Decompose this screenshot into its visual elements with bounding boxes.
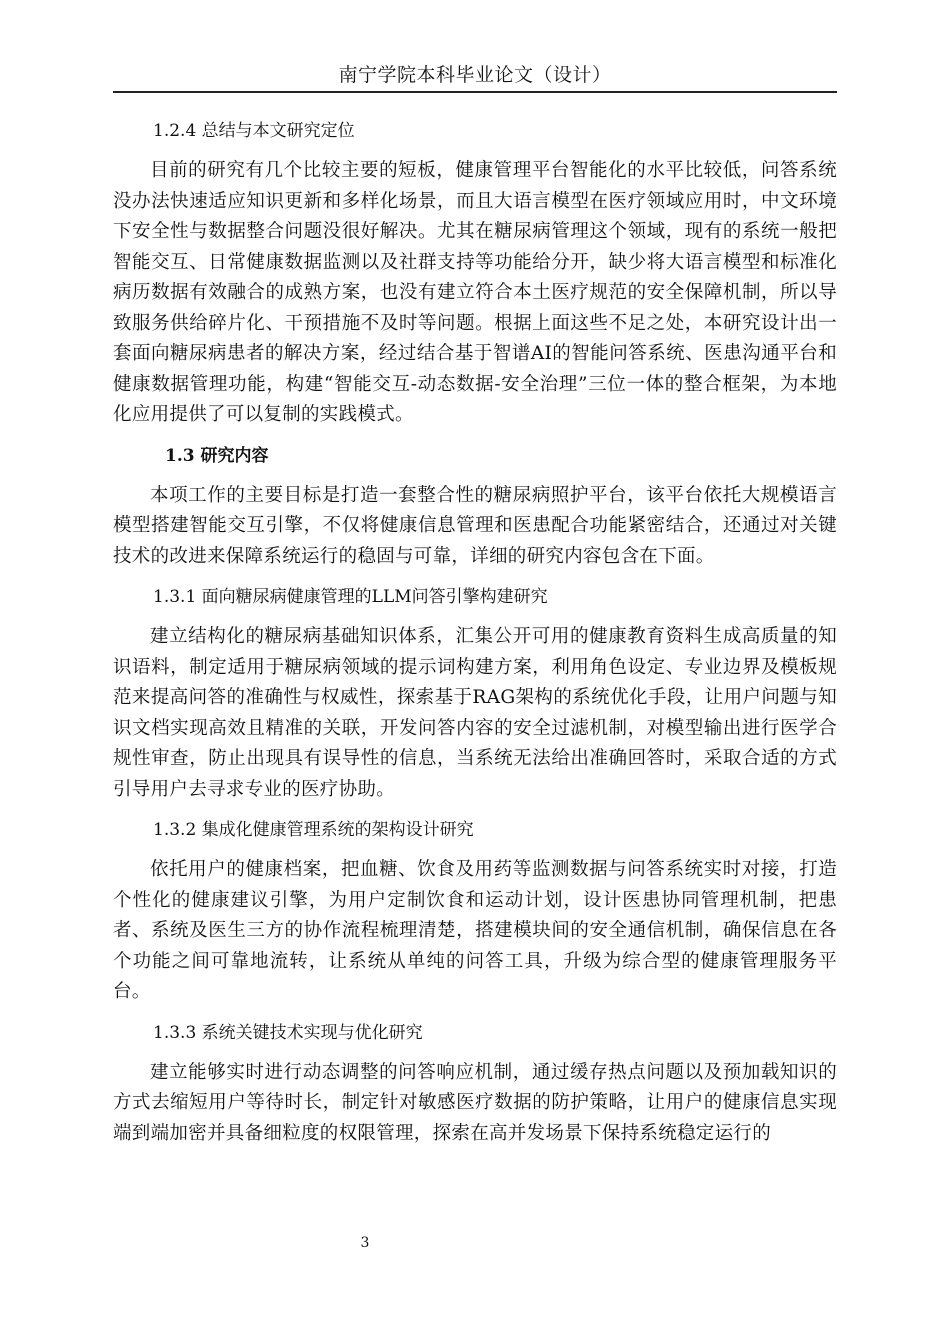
section-heading-1-3: 1.3 研究内容 (165, 445, 269, 466)
header-divider (113, 91, 837, 93)
paragraph-summary: 目前的研究有几个比较主要的短板，健康管理平台智能化的水平比较低，问答系统没办法快速适应知识更新和多样化场景，而且大语言模型在医疗领域应用时，中文环境下安全性与数据整合问题没很好解决。尤其在糖尿病管理这个领域，现有的系统一般把智能交互、日常健康数据监测以及社群支持等功能给分开，缺少将大语言模型和标准化病历数据有效融合的成熟方案，也没有建立符合本土医疗规范的安全保障机制，所以导致服务供给碎片化、干预措施不及时等问题。根据上面这些不足之处，本研究设计出一套面向糖尿病患者的解决方案，经过结合基于智谱AI的智能问答系统、医患沟通平台和健康数据管理功能，构建“智能交互-动态数据-安全治理”三位一体的整合框架，为本地化应用提供了可以复制的实践模式。 (113, 160, 837, 425)
paragraph-system-architecture: 依托用户的健康档案，把血糖、饮食及用药等监测数据与问答系统实时对接，打造个性化的健康建议引擎，为用户定制饮食和运动计划，设计医患协同管理机制，把患者、系统及医生三方的协作流程梳理清楚，搭建模块间的安全通信机制，确保信息在各个功能之间可靠地流转，让系统从单纯的问答工具，升级为综合型的健康管理服务平台。 (113, 859, 837, 1002)
document-body (113, 118, 837, 1161)
page-number: 3 (360, 1235, 370, 1251)
section-heading-1-3-2: 1.3.2 集成化健康管理系统的架构设计研究 (153, 820, 474, 840)
section-heading-1-3-1: 1.3.1 面向糖尿病健康管理的LLM问答引擎构建研究 (153, 587, 548, 607)
section-heading-1-2-4: 1.2.4 总结与本文研究定位 (153, 121, 355, 141)
paragraph-llm-engine: 建立结构化的糖尿病基础知识体系，汇集公开可用的健康教育资料生成高质量的知识语料，制定适用于糖尿病领域的提示词构建方案，利用角色设定、专业边界及模板规范来提高问答的准确性与权威性，探索基于RAG架构的系统优化手段，让用户问题与知识文档实现高效且精准的关联，开发问答内容的安全过滤机制，对模型输出进行医学合规性审查，防止出现具有误导性的信息，当系统无法给出准确回答时，采取合适的方式引导用户去寻求专业的医疗协助。 (113, 626, 837, 800)
section-heading-1-3-3: 1.3.3 系统关键技术实现与优化研究 (153, 1022, 423, 1043)
page-header-title: 南宁学院本科毕业论文（设计） (338, 64, 612, 86)
paragraph-research-intro: 本项工作的主要目标是打造一套整合性的糖尿病照护平台，该平台依托大规模语言模型搭建智能交互引擎，不仅将健康信息管理和医患配合功能紧密结合，还通过对关键技术的改进来保障系统运行的稳固与可靠，详细的研究内容包含在下面。 (113, 484, 837, 567)
paragraph-key-technology: 建立能够实时进行动态调整的问答响应机制，通过缓存热点问题以及预加载知识的方式去缩短用户等待时长，制定针对敏感医疗数据的防护策略，让用户的健康信息实现端到端加密并具备细粒度的权限管理，探索在高并发场景下保持系统稳定运行的 (113, 1061, 837, 1144)
